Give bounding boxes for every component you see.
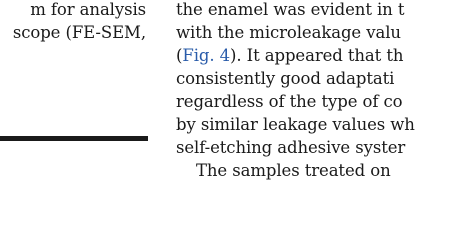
right-column-text-line: the enamel was evident in t — [176, 0, 405, 19]
right-column-text-line: consistently good adaptati — [176, 69, 395, 88]
right-column-text-line: regardless of the type of co — [176, 92, 403, 111]
paragraph-start-line: The samples treated on — [196, 161, 391, 180]
figure-reference-link[interactable]: Fig. 4 — [182, 46, 231, 65]
section-divider-rule — [0, 136, 148, 141]
right-column-text-line — [176, 44, 403, 68]
left-column-text-line: scope (FE-SEM, — [12, 23, 146, 42]
left-column-text-line: m for analysis — [30, 0, 146, 19]
right-column-text-line: self-etching adhesive syster — [176, 138, 406, 157]
right-column-text-line: with the microleakage valu — [176, 23, 401, 42]
text-fragment: ( — [176, 46, 183, 65]
right-column-text-line: by similar leakage values wh — [176, 115, 415, 134]
text-fragment: ). It appeared that th — [230, 46, 404, 65]
